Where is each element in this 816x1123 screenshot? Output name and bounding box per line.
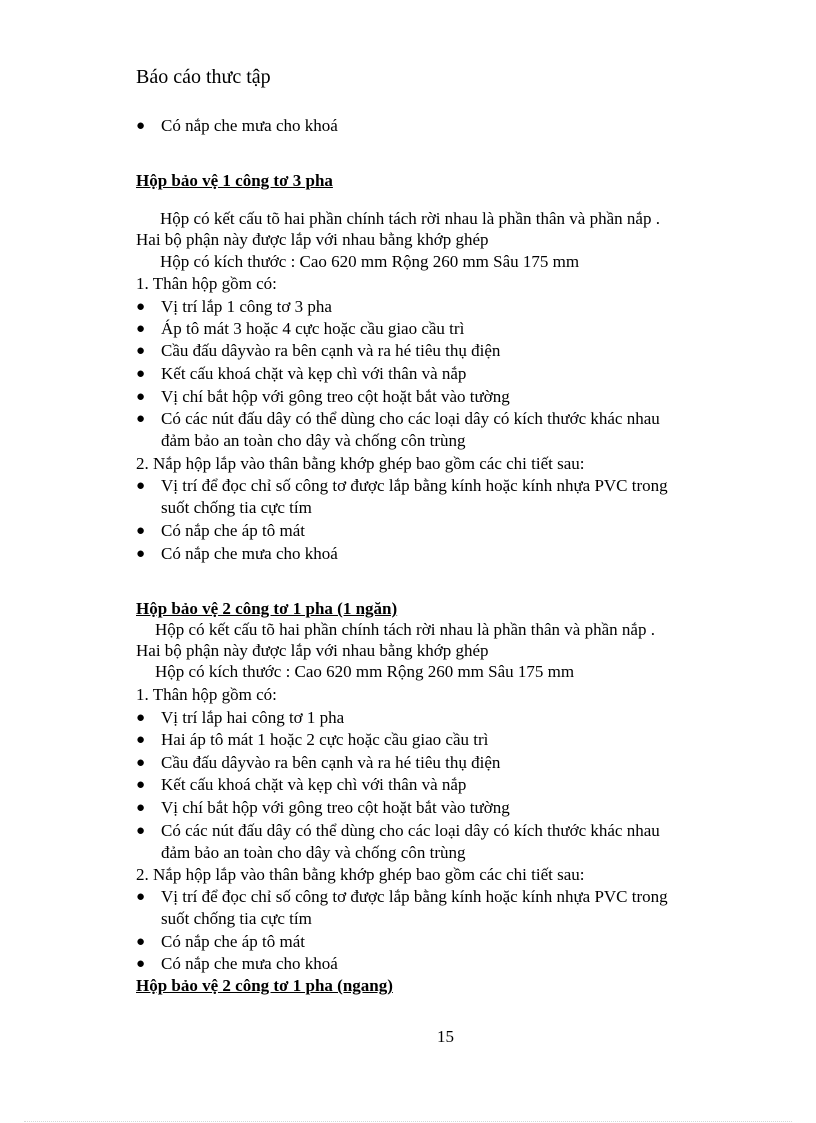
page-number: 15 [437,1027,454,1046]
list-item: Có các nút đấu dây có thể dùng cho các loại dây có kích thước khác nhau [161,821,660,840]
list-item: Cầu đấu dâyvào ra bên cạnh và ra hé tiêu thụ điện [161,753,501,772]
bullet-icon: ● [136,800,146,816]
dimensions-line: Hộp có kích thước : Cao 620 mm Rộng 260 mm Sâu 175 mm [160,252,580,271]
bullet-icon: ● [136,389,146,405]
list-item: Có nắp che áp tô mát [161,932,305,951]
bullet-icon: ● [136,823,146,839]
list-item-continuation: đảm bảo an toàn cho dây và chống côn trùng [161,431,466,450]
bullet-icon: ● [136,299,146,315]
list-item: Có nắp che mưa cho khoá [161,116,338,135]
bullet-icon: ● [136,777,146,793]
bullet-icon: ● [136,366,146,382]
bullet-icon: ● [136,523,146,539]
paragraph-line: Hộp có kết cấu tõ hai phần chính tách rời nhau là phần thân và phần nắp . [155,620,655,639]
section-heading: Hộp bảo vệ 2 công tơ 1 pha (1 ngăn) [136,599,398,618]
list-item: Vị trí lắp 1 công tơ 3 pha [161,297,332,316]
bullet-icon: ● [136,934,146,950]
bullet-icon: ● [136,956,146,972]
list-item: Áp tô mát 3 hoặc 4 cực hoặc cầu giao cầu trì [161,319,465,338]
list-item: Vị trí để đọc chỉ số công tơ được lắp bằng kính hoặc kính nhựa PVC trong [161,476,668,495]
part-title: 1. Thân hộp gồm có: [136,685,277,704]
list-item: Vị chí bắt hộp với gông treo cột hoặt bắt vào tường [161,798,510,817]
page-header: Báo cáo thưc tập [136,66,271,88]
bullet-icon: ● [136,478,146,494]
bullet-icon: ● [136,546,146,562]
list-item: Kết cấu khoá chặt và kẹp chì với thân và nắp [161,775,467,794]
list-item: Vị trí lắp hai công tơ 1 pha [161,708,345,727]
page-bottom-rule [24,1121,792,1122]
list-item: Hai áp tô mát 1 hoặc 2 cực hoặc cầu giao cầu trì [161,730,489,749]
bullet-icon: ● [136,889,146,905]
list-item: Vị chí bắt hộp với gông treo cột hoặt bắt vào tường [161,387,510,406]
bullet-icon: ● [136,411,146,427]
dimensions-line: Hộp có kích thước : Cao 620 mm Rộng 260 mm Sâu 175 mm [155,662,575,681]
paragraph-line: Hai bộ phận này được lắp với nhau bằng khớp ghép [136,230,489,249]
part-title: 1. Thân hộp gồm có: [136,274,277,293]
bullet-icon: ● [136,755,146,771]
list-item: Kết cấu khoá chặt và kẹp chì với thân và nắp [161,364,467,383]
part-title: 2. Nắp hộp lắp vào thân bằng khớp ghép bao gồm các chi tiết sau: [136,454,585,473]
paragraph-line: Hộp có kết cấu tõ hai phần chính tách rời nhau là phần thân và phần nắp . [160,209,660,228]
list-item: Có nắp che mưa cho khoá [161,954,338,973]
list-item: Có nắp che mưa cho khoá [161,544,338,563]
section-heading: Hộp bảo vệ 2 công tơ 1 pha (ngang) [136,976,393,995]
list-item: Vị trí để đọc chỉ số công tơ được lắp bằng kính hoặc kính nhựa PVC trong [161,887,668,906]
bullet-icon: ● [136,732,146,748]
bullet-icon: ● [136,343,146,359]
paragraph-line: Hai bộ phận này được lắp với nhau bằng khớp ghép [136,641,489,660]
bullet-icon: ● [136,710,146,726]
list-item: Có nắp che áp tô mát [161,521,305,540]
list-item-continuation: đảm bảo an toàn cho dây và chống côn trùng [161,843,466,862]
bullet-icon: ● [136,118,146,134]
list-item-continuation: suốt chống tia cực tím [161,498,312,517]
bullet-icon: ● [136,321,146,337]
list-item: Cầu đấu dâyvào ra bên cạnh và ra hé tiêu thụ điện [161,341,501,360]
list-item-continuation: suốt chống tia cực tím [161,909,312,928]
list-item: Có các nút đấu dây có thể dùng cho các loại dây có kích thước khác nhau [161,409,660,428]
section-heading: Hộp bảo vệ 1 công tơ 3 pha [136,171,333,190]
part-title: 2. Nắp hộp lắp vào thân bằng khớp ghép bao gồm các chi tiết sau: [136,865,585,884]
